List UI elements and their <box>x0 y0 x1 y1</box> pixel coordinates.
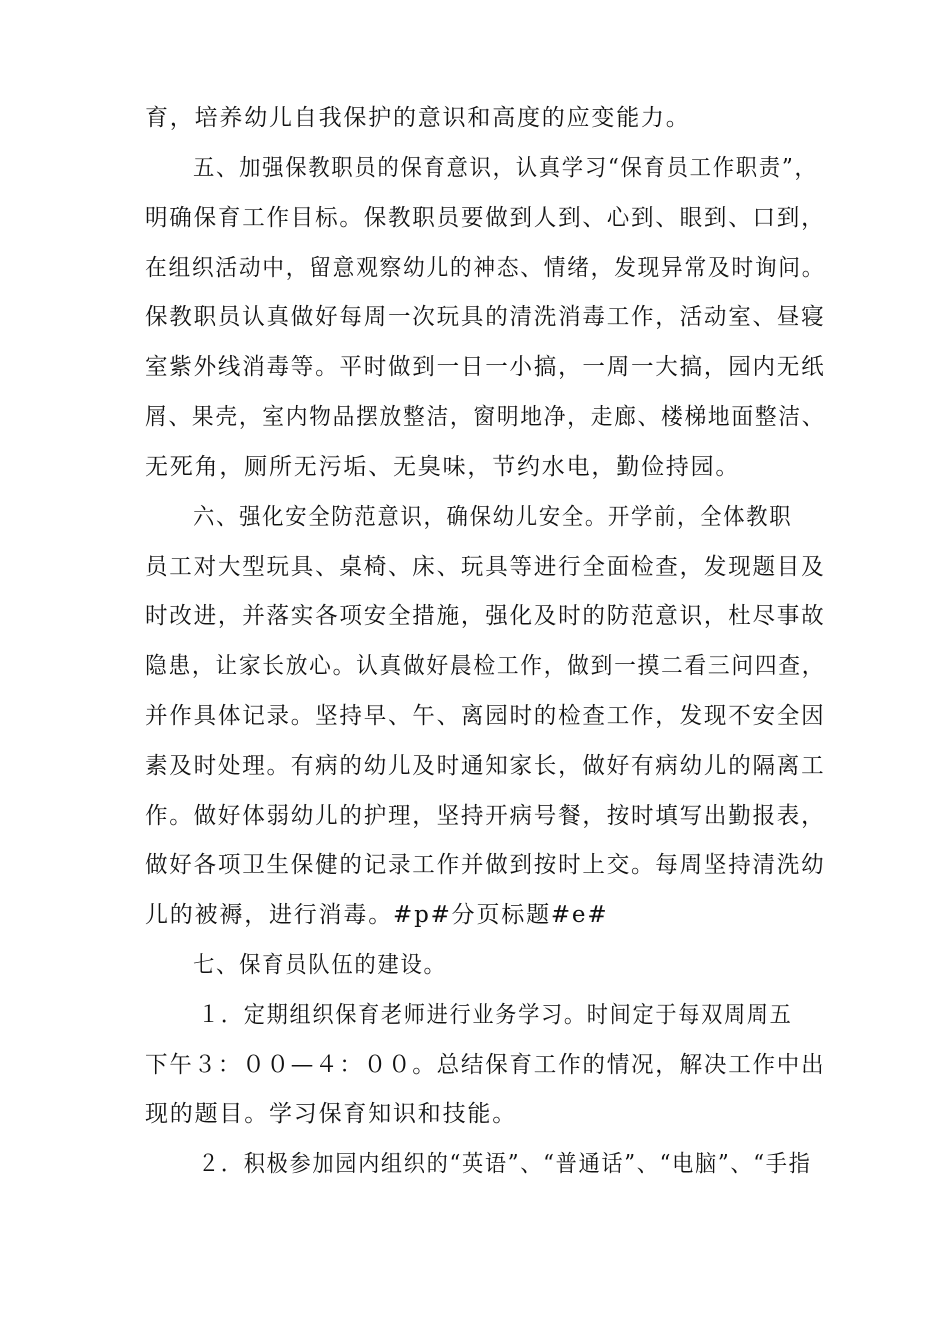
text-line-22: ２．积极参加园内组织的“英语”、“普通话”、“电脑”、“手指 <box>198 1151 812 1177</box>
text-line-17: 儿的被褥，进行消毒。#p#分页标题#e# <box>145 902 609 928</box>
text-line-12: 隐患，让家长放心。认真做好晨检工作，做到一摸二看三问四查， <box>145 653 826 679</box>
text-line-3: 明确保育工作目标。保教职员要做到人到、心到、眼到、口到， <box>145 205 826 231</box>
text-line-2: 五、加强保教职员的保育意识，认真学习“保育员工作职责”， <box>193 155 818 181</box>
text-line-7: 屑、果壳，室内物品摆放整洁，窗明地净，走廊、楼梯地面整洁、 <box>145 404 826 430</box>
text-line-21: 现的题目。学习保育知识和技能。 <box>145 1101 517 1127</box>
text-line-16: 做好各项卫生保健的记录工作并做到按时上交。每周坚持清洗幼 <box>145 852 826 878</box>
text-line-6: 室紫外线消毒等。平时做到一日一小搞，一周一大搞，园内无纸 <box>145 354 826 380</box>
text-line-15: 作。做好体弱幼儿的护理，坚持开病号餐，按时填写出勤报表， <box>145 803 826 829</box>
text-line-8: 无死角，厕所无污垢、无臭味，节约水电，勤俭持园。 <box>145 454 741 480</box>
text-line-4: 在组织活动中，留意观察幼儿的神态、情绪，发现异常及时询问。 <box>145 255 826 281</box>
text-line-11: 时改进，并落实各项安全措施，强化及时的防范意识，杜尽事故 <box>145 603 826 629</box>
text-line-19: １．定期组织保育老师进行业务学习。时间定于每双周周五 <box>198 1002 793 1028</box>
text-line-5: 保教职员认真做好每周一次玩具的清洗消毒工作，活动室、昼寝 <box>145 304 826 330</box>
text-line-14: 素及时处理。有病的幼儿及时通知家长，做好有病幼儿的隔离工 <box>145 753 826 779</box>
text-line-13: 并作具体记录。坚持早、午、离园时的检查工作，发现不安全因 <box>145 703 826 729</box>
text-line-20: 下午３：００—４：００。总结保育工作的情况，解决工作中出 <box>145 1052 826 1078</box>
text-line-1: 育，培养幼儿自我保护的意识和高度的应变能力。 <box>145 105 691 131</box>
text-line-10: 员工对大型玩具、桌椅、床、玩具等进行全面检查，发现题目及 <box>145 554 826 580</box>
section-heading: 七、保育员队伍的建设。 <box>193 952 447 978</box>
text-line-9: 六、强化安全防范意识，确保幼儿安全。开学前，全体教职 <box>193 504 793 530</box>
